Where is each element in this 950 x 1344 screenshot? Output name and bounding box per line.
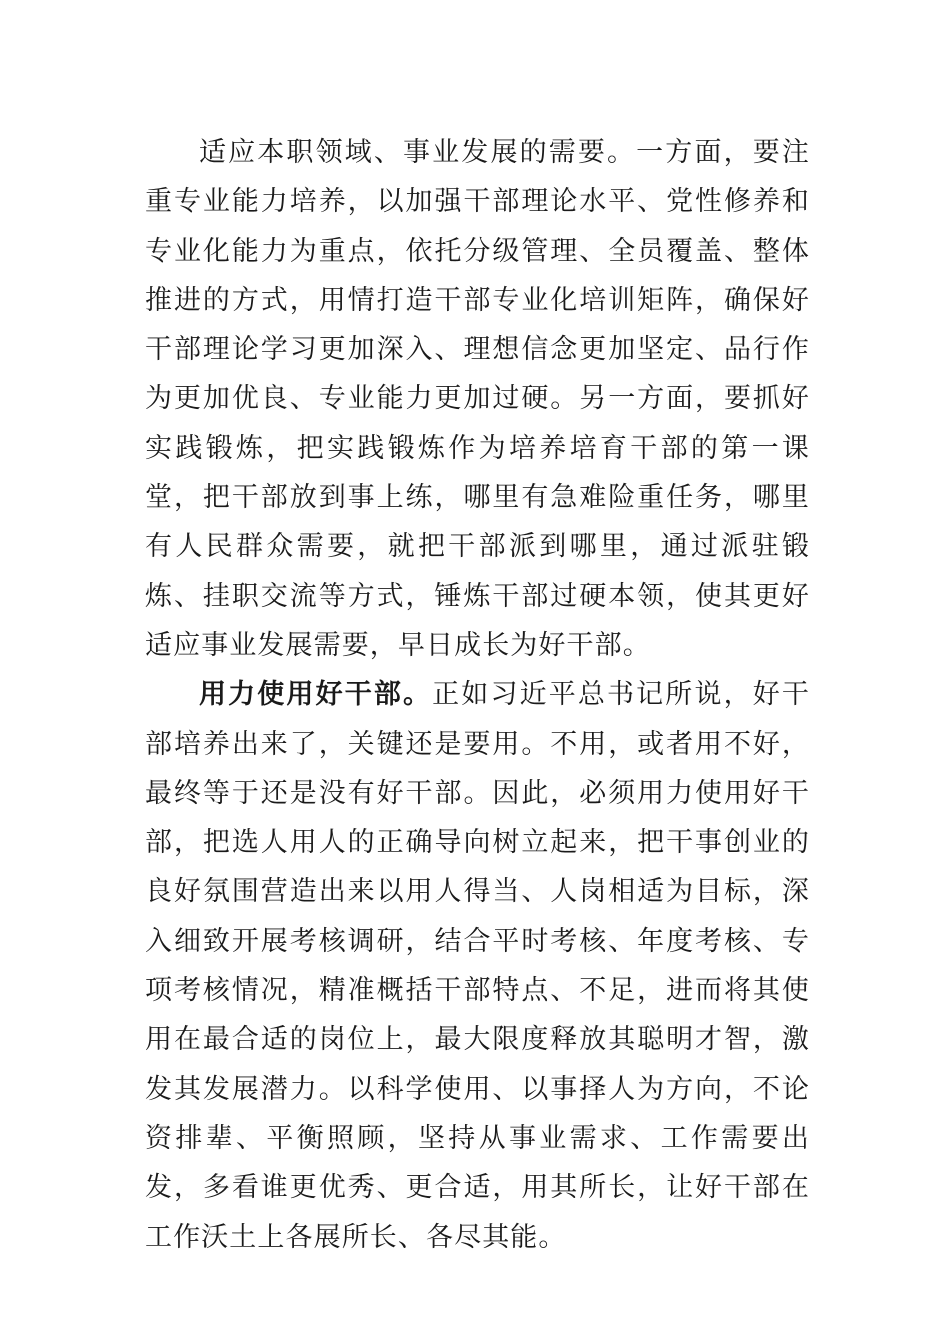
paragraph-text: 适应本职领域、事业发展的需要。一方面，要注重专业能力培养，以加强干部理论水平、党性修养和专业化能力为重点，依托分级管理、全员覆盖、整体推进的方式，用情打造干部专业化培训矩阵，确保好干部理论学习更加深入、理想信念更加坚定、品行作为更加优良、专业能力更加过硬。另一方面，要抓好实践锻炼，把实践锻炼作为培养培育干部的第一课堂，把干部放到事上练，哪里有急难险重任务，哪里有人民群众需要，就把干部派到哪里，通过派驻锻炼、挂职交流等方式，锤炼干部过硬本领，使其更好适应事业发展需要，早日成长为好干部。: [145, 137, 810, 661]
paragraph-heading: 用力使用好干部。: [199, 679, 433, 711]
paragraph-text: 正如习近平总书记所说，好干部培养出来了，关键还是要用。不用，或者用不好，最终等于还是没有好干部。因此，必须用力使用好干部，把选人用人的正确导向树立起来，把干事创业的良好氛围营造出来以用人得当、人岗相适为目标，深入细致开展考核调研，结合平时考核、年度考核、专项考核情况，精准概括干部特点、不足，进而将其使用在最合适的岗位上，最大限度释放其聪明才智，激发其发展潜力。以科学使用、以事择人为方向，不论资排辈、平衡照顾，坚持从事业需求、工作需要出发，多看谁更优秀、更合适，用其所长，让好干部在工作沃土上各展所长、各尽其能。: [145, 679, 810, 1253]
paragraph-training: [145, 128, 810, 670]
paragraph-use-cadres: [145, 670, 810, 1262]
document-body: [145, 128, 810, 1262]
